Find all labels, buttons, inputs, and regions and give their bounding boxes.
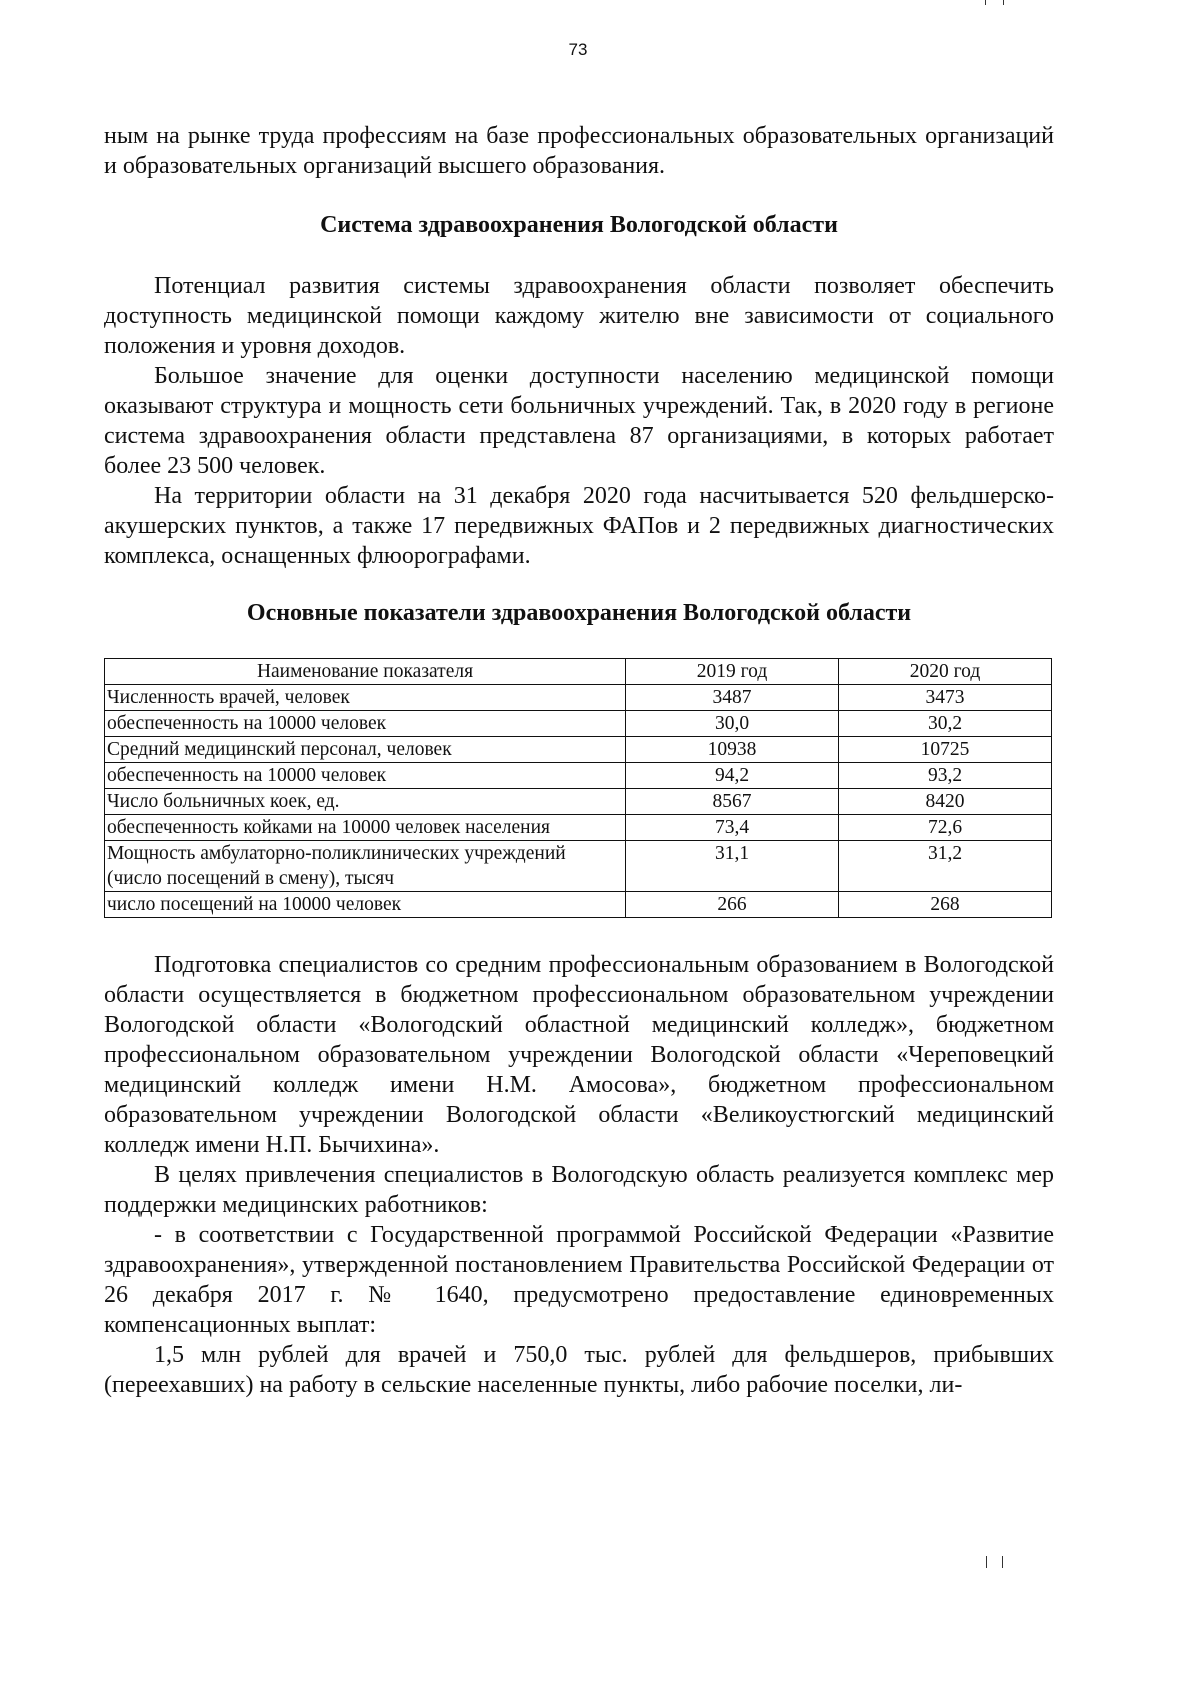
- page-number: 73: [568, 40, 588, 59]
- value-2019: 31,1: [626, 841, 839, 892]
- indicator-name: Число больничных коек, ед.: [105, 789, 626, 815]
- indicator-name: обеспеченность на 10000 человек: [105, 763, 626, 789]
- indicator-name: Мощность амбулаторно-поликлинических учреждений (число посещений в смену), тысяч: [105, 841, 626, 892]
- table-row: [105, 685, 1052, 711]
- table-row: [105, 892, 1052, 918]
- value-2020: 268: [839, 892, 1052, 918]
- table-row: [105, 789, 1052, 815]
- indicator-name: Средний медицинский персонал, человек: [105, 737, 626, 763]
- indicator-name: Численность врачей, человек: [105, 685, 626, 711]
- paragraph: - в соответствии с Государственной программой Российской Федерации «Развитие здравоохранения», утвержденной постановлением Правительства Российской Федерации от 26 декабря 2017 г. № 1640, предусмотрено предоставление единовременных компенсационных выплат:: [104, 1222, 1054, 1338]
- table-title: Основные показатели здравоохранения Вологодской области: [246, 600, 912, 626]
- section-heading: Система здравоохранения Вологодской области: [320, 212, 838, 238]
- paragraph: Подготовка специалистов со средним профессиональным образованием в Вологодской области осуществляется в бюджетном профессиональном образовательном учреждении Вологодской области «Вологодский областной медицинский колледж», бюджетном профессиональном образовательном учреждении Вологодской области «Череповецкий медицинский колледж имени Н.М. Амосова», бюджетном профессиональном образовательном учреждении Вологодской области «Великоустюгский медицинский колледж имени Н.П. Бычихина».: [104, 952, 1054, 1158]
- training-paragraphs: [104, 950, 1054, 1400]
- intro-paragraphs: [104, 271, 1054, 571]
- paragraph: На территории области на 31 декабря 2020 года насчитывается 520 фельдшерско-акушерских пунктов, а также 17 передвижных ФАПов и 2 передвижных диагностических комплекса, оснащенных флюорографами.: [104, 483, 1054, 569]
- value-2020: 72,6: [839, 815, 1052, 841]
- paragraph: 1,5 млн рублей для врачей и 750,0 тыс. рублей для фельдшеров, прибывших (переехавших) на работу в сельские населенные пункты, либо рабочие поселки, ли-: [104, 1342, 1054, 1398]
- table-row: [105, 763, 1052, 789]
- value-2020: 3473: [839, 685, 1052, 711]
- value-2019: 10938: [626, 737, 839, 763]
- value-2019: 8567: [626, 789, 839, 815]
- value-2020: 30,2: [839, 711, 1052, 737]
- value-2019: 73,4: [626, 815, 839, 841]
- value-2019: 94,2: [626, 763, 839, 789]
- value-2020: 93,2: [839, 763, 1052, 789]
- paragraph: Потенциал развития системы здравоохранения области позволяет обеспечить доступность медицинской помощи каждому жителю вне зависимости от социального положения и уровня доходов.: [104, 273, 1054, 359]
- column-header-indicator: Наименование показателя: [105, 659, 626, 685]
- scan-mark-top: [985, 0, 986, 5]
- value-2020: 10725: [839, 737, 1052, 763]
- indicator-name: обеспеченность койками на 10000 человек населения: [105, 815, 626, 841]
- value-2019: 3487: [626, 685, 839, 711]
- indicators-table: [104, 658, 1052, 918]
- table-row: [105, 841, 1052, 892]
- value-2020: 31,2: [839, 841, 1052, 892]
- scan-mark-bottom: [1002, 1556, 1003, 1568]
- continuation-paragraph: ным на рынке труда профессиям на базе профессиональных образовательных организаций и образовательных организаций высшего образования.: [104, 123, 1054, 179]
- value-2019: 266: [626, 892, 839, 918]
- indicator-name: обеспеченность на 10000 человек: [105, 711, 626, 737]
- scan-mark-top: [1003, 0, 1004, 5]
- column-header-2019: 2019 год: [626, 659, 839, 685]
- column-header-2020: 2020 год: [839, 659, 1052, 685]
- scan-mark-bottom: [986, 1556, 987, 1568]
- indicator-name: число посещений на 10000 человек: [105, 892, 626, 918]
- table-row: [105, 737, 1052, 763]
- table-header-row: [105, 659, 1052, 685]
- table-row: [105, 815, 1052, 841]
- value-2019: 30,0: [626, 711, 839, 737]
- table-row: [105, 711, 1052, 737]
- paragraph: В целях привлечения специалистов в Вологодскую область реализуется комплекс мер поддержки медицинских работников:: [104, 1162, 1054, 1218]
- value-2020: 8420: [839, 789, 1052, 815]
- paragraph: Большое значение для оценки доступности населению медицинской помощи оказывают структура и мощность сети больничных учреждений. Так, в 2020 году в регионе система здравоохранения области представлена 87 организациями, в которых работает более 23 500 человек.: [104, 363, 1054, 479]
